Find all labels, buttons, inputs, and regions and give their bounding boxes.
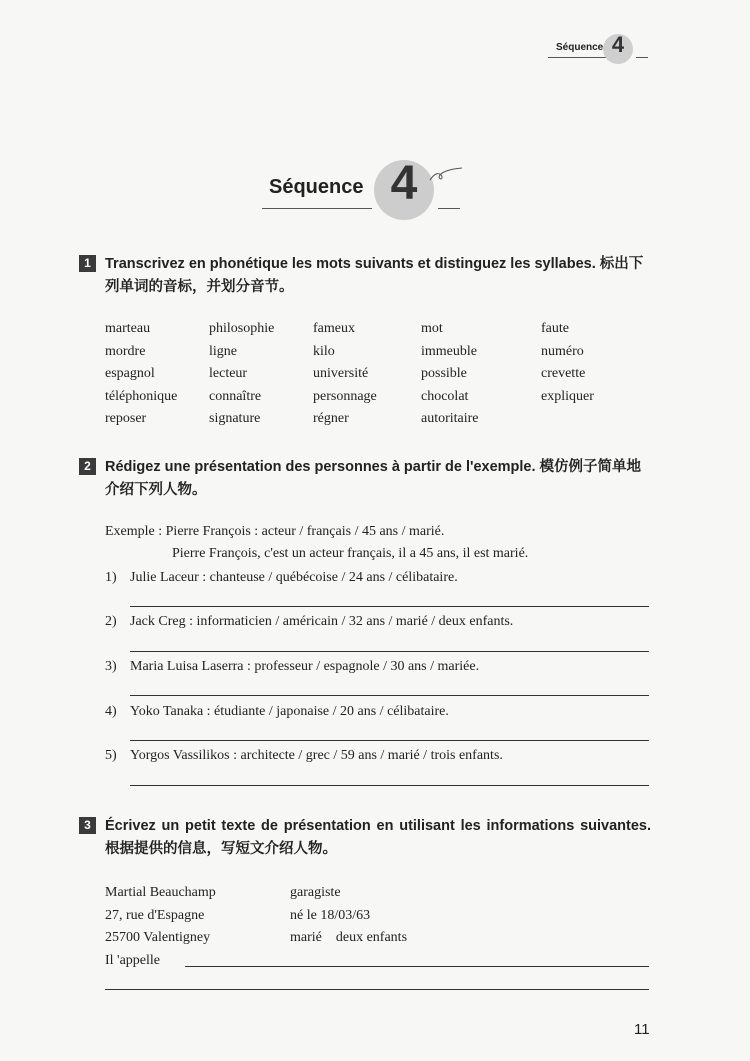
- word: connaître: [209, 388, 262, 404]
- word: faute: [541, 321, 569, 336]
- answer-line[interactable]: [130, 695, 649, 696]
- item-number: 4): [105, 704, 117, 719]
- word: immeuble: [421, 343, 477, 359]
- word: signature: [209, 411, 261, 426]
- running-header: [556, 32, 656, 68]
- exercise-2-number: 2: [79, 458, 96, 475]
- word: ligne: [209, 343, 237, 359]
- word-row: [105, 366, 645, 389]
- word-row: [105, 321, 645, 344]
- word: fameux: [313, 321, 355, 336]
- header-label: Séquence: [556, 42, 604, 53]
- word-row: [105, 344, 645, 367]
- sequence-title-label: Séquence: [269, 176, 364, 198]
- word-row: [105, 389, 645, 412]
- sequence-title-tail-line: [438, 208, 460, 209]
- word: possible: [421, 366, 467, 381]
- exercise-2-heading: [79, 456, 651, 502]
- sequence-title: [262, 157, 472, 222]
- answer-line[interactable]: [105, 989, 649, 990]
- header-underline: [548, 57, 608, 58]
- item-number: 2): [105, 614, 117, 629]
- word: mot: [421, 321, 443, 336]
- exercise-2-instruction: Rédigez une présentation des personnes à partir de l'exemple. 模仿例子简单地介绍下列人物。: [105, 459, 642, 498]
- word: lecteur: [209, 366, 248, 381]
- word: kilo: [313, 343, 335, 359]
- exercise-1-instruction: Transcrivez en phonétique les mots suivants et distinguez les syllabes. 标出下列单词的音标，并划分音节。: [105, 256, 644, 295]
- word: téléphonique: [105, 388, 178, 404]
- word: espagnol: [105, 366, 155, 381]
- item-prompt: Yoko Tanaka : étudiante / japonaise / 20 ans / célibataire.: [130, 704, 449, 719]
- item-prompt: Yorgos Vassilikos : architecte / grec / 59 ans / marié / trois enfants.: [130, 748, 503, 763]
- item-number: 1): [105, 570, 117, 585]
- info-name: Martial Beauchamp: [105, 885, 216, 900]
- exercise-1-heading: [79, 253, 651, 299]
- word: philosophie: [209, 321, 275, 336]
- word: numéro: [541, 343, 584, 359]
- info-street: 27, rue d'Espagne: [105, 908, 205, 923]
- item-prompt: Jack Creg : informaticien / américain / 32 ans / marié / deux enfants.: [130, 614, 514, 629]
- swirl-decoration-icon: [428, 166, 464, 184]
- exercise-3-heading: [79, 815, 651, 861]
- answer-line[interactable]: [130, 740, 649, 741]
- word: personnage: [313, 388, 377, 404]
- answer-starter: Il 'appelle: [105, 953, 160, 968]
- info-profession: garagiste: [290, 885, 341, 900]
- info-family: marié deux enfants: [290, 930, 408, 945]
- word: [541, 411, 641, 434]
- sequence-number: 4: [390, 157, 418, 210]
- info-birthdate: né le 18/03/63: [290, 908, 371, 923]
- page-number: 11: [634, 1021, 650, 1038]
- info-city: 25700 Valentigney: [105, 930, 211, 945]
- word-row: [105, 411, 645, 434]
- answer-line[interactable]: [185, 966, 649, 967]
- word: reposer: [105, 411, 147, 426]
- exercise-3-number: 3: [79, 817, 96, 834]
- example-answer: Pierre François, c'est un acteur français, il a 45 ans, il est marié.: [172, 546, 529, 561]
- word: expliquer: [541, 388, 594, 404]
- item-prompt: Julie Laceur : chanteuse / québécoise / 24 ans / célibataire.: [130, 570, 458, 585]
- word: régner: [313, 411, 349, 426]
- word-grid: [105, 321, 645, 434]
- item-number: 5): [105, 748, 117, 763]
- word: autoritaire: [421, 411, 479, 426]
- sequence-title-underline: [262, 208, 372, 209]
- answer-line[interactable]: [130, 651, 649, 652]
- exercise-3-instruction: Écrivez un petit texte de présentation en utilisant les informations suivantes. 根据提供的信息，写短文介绍人物。: [105, 818, 651, 857]
- word: mordre: [105, 343, 146, 359]
- header-number: 4: [611, 32, 625, 57]
- word: marteau: [105, 321, 151, 336]
- answer-line[interactable]: [130, 606, 649, 607]
- exercise-1-number: 1: [79, 255, 96, 272]
- item-prompt: Maria Luisa Laserra : professeur / espagnole / 30 ans / mariée.: [130, 659, 480, 674]
- item-number: 3): [105, 659, 117, 674]
- header-tail-line: [636, 57, 648, 58]
- answer-line[interactable]: [130, 785, 649, 786]
- example-label: Exemple : Pierre François : acteur / français / 45 ans / marié.: [105, 524, 445, 539]
- word: chocolat: [421, 388, 469, 404]
- word: crevette: [541, 366, 586, 381]
- word: université: [313, 366, 369, 381]
